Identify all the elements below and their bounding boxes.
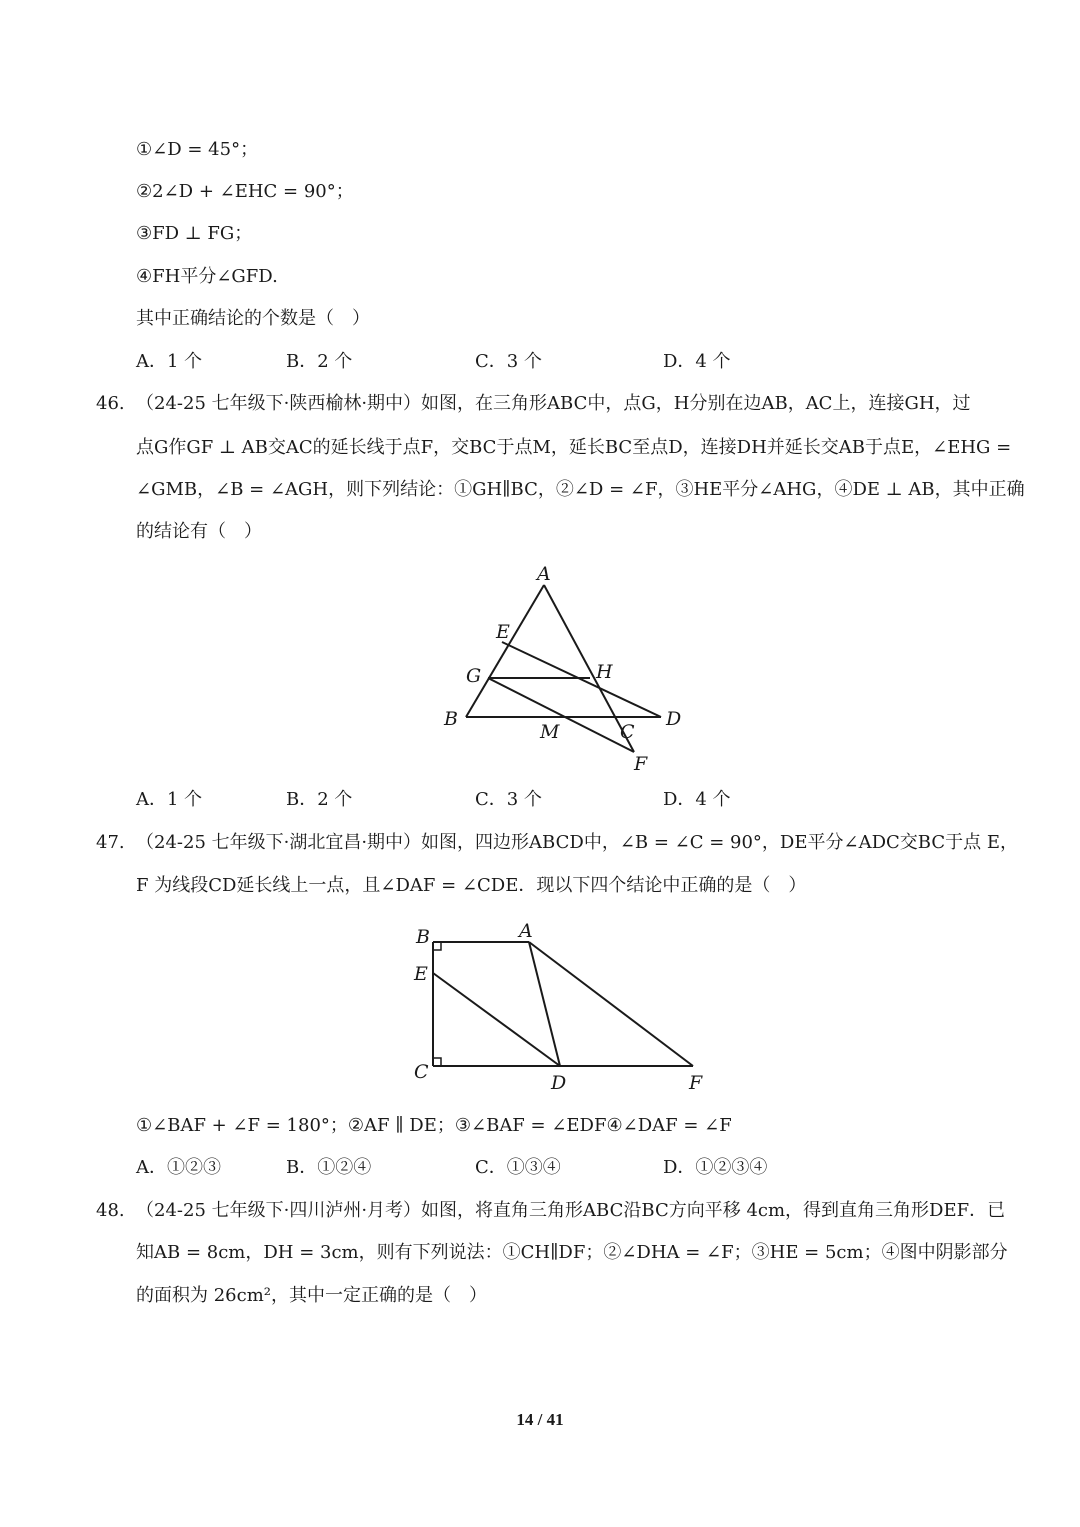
q46-line-1: （24-25 七年级下·陕西榆林·期中）如图，在三角形ABC中，点G，H分别在边AB，AC上，连接GH，过 <box>136 393 971 414</box>
q46-line-4: 的结论有（ ） <box>136 521 262 542</box>
label-e: E <box>496 621 510 643</box>
question-number-46: 46. <box>96 393 125 414</box>
option-c: C．3 个 <box>475 351 542 372</box>
page-number: 14 / 41 <box>516 1410 564 1429</box>
option-a: A．1 个 <box>136 351 203 372</box>
label-c: C <box>414 1061 429 1083</box>
label-b: B <box>444 708 458 730</box>
statement-4: ④FH平分∠GFD. <box>136 266 278 287</box>
q47-figure <box>405 915 715 1095</box>
statement-1: ①∠D = 45°； <box>136 139 259 160</box>
question-number-48: 48. <box>96 1200 125 1221</box>
option-c: C．3 个 <box>475 789 542 810</box>
label-a: A <box>519 920 533 942</box>
q48-line-3: 的面积为 26cm²，其中一定正确的是（ ） <box>136 1285 487 1306</box>
q48-line-1: （24-25 七年级下·四川泸州·月考）如图，将直角三角形ABC沿BC方向平移 4cm，得到直角三角形DEF．已 <box>136 1200 1006 1221</box>
segment-af <box>529 942 693 1066</box>
label-g: G <box>466 665 482 687</box>
label-f: F <box>689 1072 703 1094</box>
option-c: C．①③④ <box>475 1157 561 1178</box>
label-f: F <box>634 753 648 775</box>
label-e: E <box>414 963 428 985</box>
option-b: B．2 个 <box>286 351 353 372</box>
segment-gf <box>488 678 634 752</box>
q46-line-2: 点G作GF ⊥ AB交AC的延长线于点F，交BC于点M，延长BC至点D，连接DH并延长交AB于点E，∠EHG = <box>136 437 1012 458</box>
q48-line-2: 知AB = 8cm，DH = 3cm，则有下列说法：①CH∥DF；②∠DHA = ∠F；③HE = 5cm；④图中阴影部分 <box>136 1242 1008 1263</box>
option-d: D．①②③④ <box>663 1157 768 1178</box>
option-b: B．2 个 <box>286 789 353 810</box>
option-a: A．①②③ <box>136 1157 221 1178</box>
option-d: D．4 个 <box>663 351 731 372</box>
label-a: A <box>537 563 551 585</box>
label-m: M <box>540 721 560 743</box>
q47-line-1: （24-25 七年级下·湖北宜昌·期中）如图，四边形ABCD中，∠B = ∠C = 90°，DE平分∠ADC交BC于点 E， <box>136 832 1018 853</box>
q46-figure <box>430 560 700 780</box>
prev-question-text: 其中正确结论的个数是（ ） <box>136 308 370 329</box>
option-d: D．4 个 <box>663 789 731 810</box>
q46-line-3: ∠GMB，∠B = ∠AGH，则下列结论：①GH∥BC，②∠D = ∠F，③HE平分∠AHG，④DE ⊥ AB，其中正确 <box>136 479 1025 500</box>
label-h: H <box>596 661 613 683</box>
right-angle-c <box>433 1058 441 1066</box>
question-number-47: 47. <box>96 832 125 853</box>
label-d: D <box>551 1072 567 1094</box>
q47-line-2: F 为线段CD延长线上一点，且∠DAF = ∠CDE．现以下四个结论中正确的是（ ） <box>136 875 807 896</box>
segment-ab <box>466 585 544 717</box>
statement-2: ②2∠D + ∠EHC = 90°； <box>136 181 354 202</box>
statement-3: ③FD ⊥ FG； <box>136 223 253 244</box>
q47-statements: ①∠BAF + ∠F = 180°；②AF ∥ DE；③∠BAF = ∠EDF④∠DAF = ∠F <box>136 1115 732 1136</box>
label-c: C <box>620 721 635 743</box>
option-a: A．1 个 <box>136 789 203 810</box>
option-b: B．①②④ <box>286 1157 372 1178</box>
label-d: D <box>666 708 682 730</box>
label-b: B <box>416 926 430 948</box>
right-angle-b <box>433 942 441 950</box>
